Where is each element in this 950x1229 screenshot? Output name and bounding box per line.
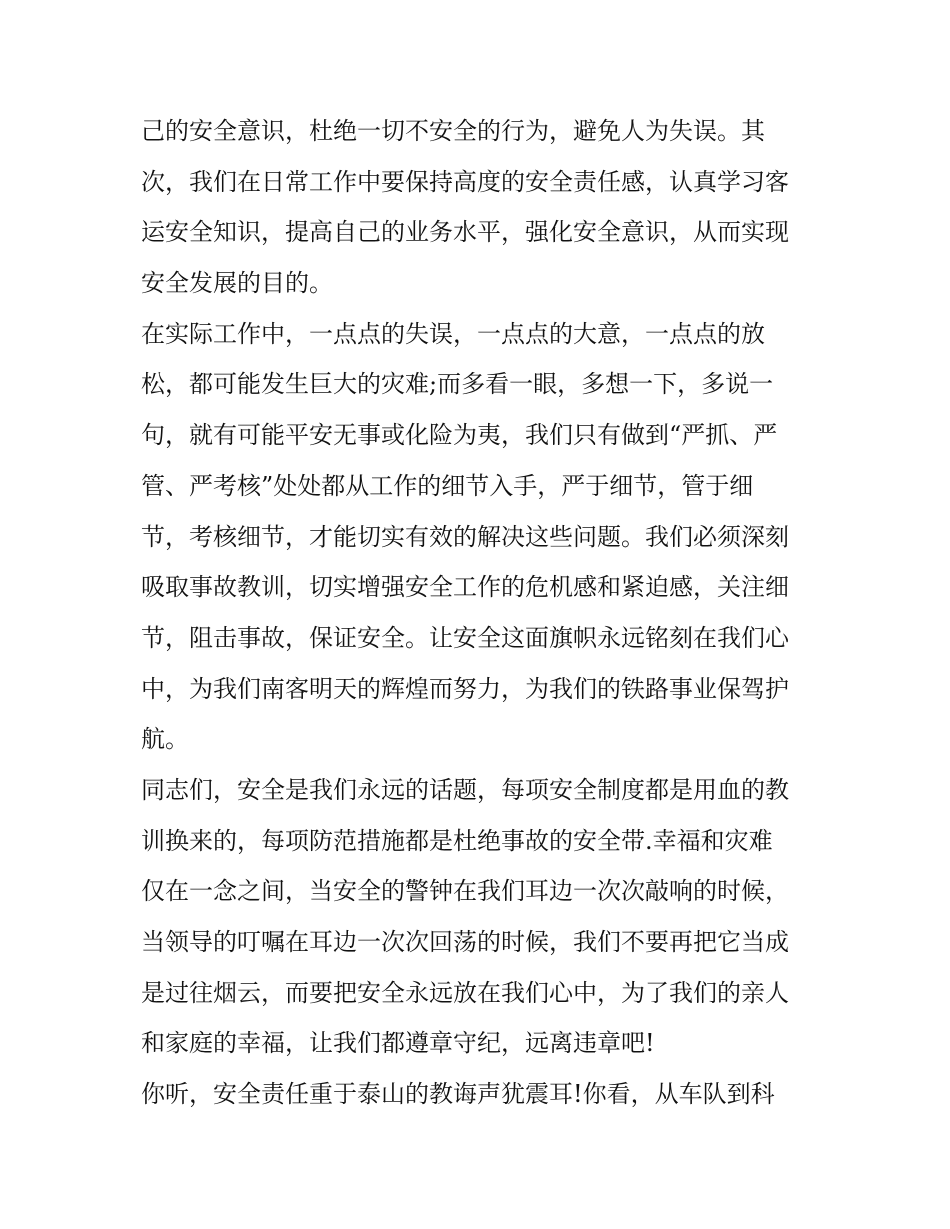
- text-line: 是过往烟云，而要把安全永远放在我们心中，为了我们的亲人: [141, 978, 789, 1007]
- text-line: 仅在一念之间，当安全的警钟在我们耳边一次次敲响的时候，: [141, 877, 789, 906]
- text-line: 当领导的叮嘱在耳边一次次回荡的时候，我们不要再把它当成: [141, 928, 789, 956]
- text-line: 吸取事故教训，切实增强安全工作的危机感和紧迫感，关注细: [141, 573, 789, 602]
- text-line: 管、严考核”处处都从工作的细节入手，严于细节，管于细: [141, 471, 754, 500]
- text-line: 松，都可能发生巨大的灾难;而多看一眼，多想一下，多说一: [141, 370, 774, 399]
- text-line: 你听，安全责任重于泰山的教诲声犹震耳!你看，从车队到科: [141, 1080, 775, 1109]
- text-line: 节，考核细节，才能切实有效的解决这些问题。我们必须深刻: [141, 522, 789, 551]
- text-line: 航。: [141, 725, 189, 754]
- text-line: 运安全知识，提高自己的业务水平，强化安全意识，从而实现: [141, 218, 789, 247]
- text-line: 在实际工作中，一点点的失误，一点点的大意，一点点的放: [141, 319, 765, 348]
- text-line: 次，我们在日常工作中要保持高度的安全责任感，认真学习客: [141, 167, 789, 196]
- text-line: 中，为我们南客明天的辉煌而努力，为我们的铁路事业保驾护: [141, 674, 789, 703]
- text-line: 安全发展的目的。: [141, 269, 333, 298]
- text-line: 己的安全意识，杜绝一切不安全的行为，避免人为失误。其: [141, 117, 765, 145]
- text-line: 和家庭的幸福，让我们都遵章守纪，远离违章吧!: [141, 1029, 655, 1058]
- text-line: 同志们，安全是我们永远的话题，每项安全制度都是用血的教: [141, 775, 789, 804]
- document-body-text: [141, 106, 821, 1120]
- text-line: 训换来的，每项防范措施都是杜绝事故的安全带.幸福和灾难: [141, 826, 773, 855]
- text-line: 句，就有可能平安无事或化险为夷，我们只有做到“严抓、严: [141, 421, 778, 450]
- text-line: 节，阻击事故，保证安全。让安全这面旗帜永远铭刻在我们心: [141, 623, 789, 652]
